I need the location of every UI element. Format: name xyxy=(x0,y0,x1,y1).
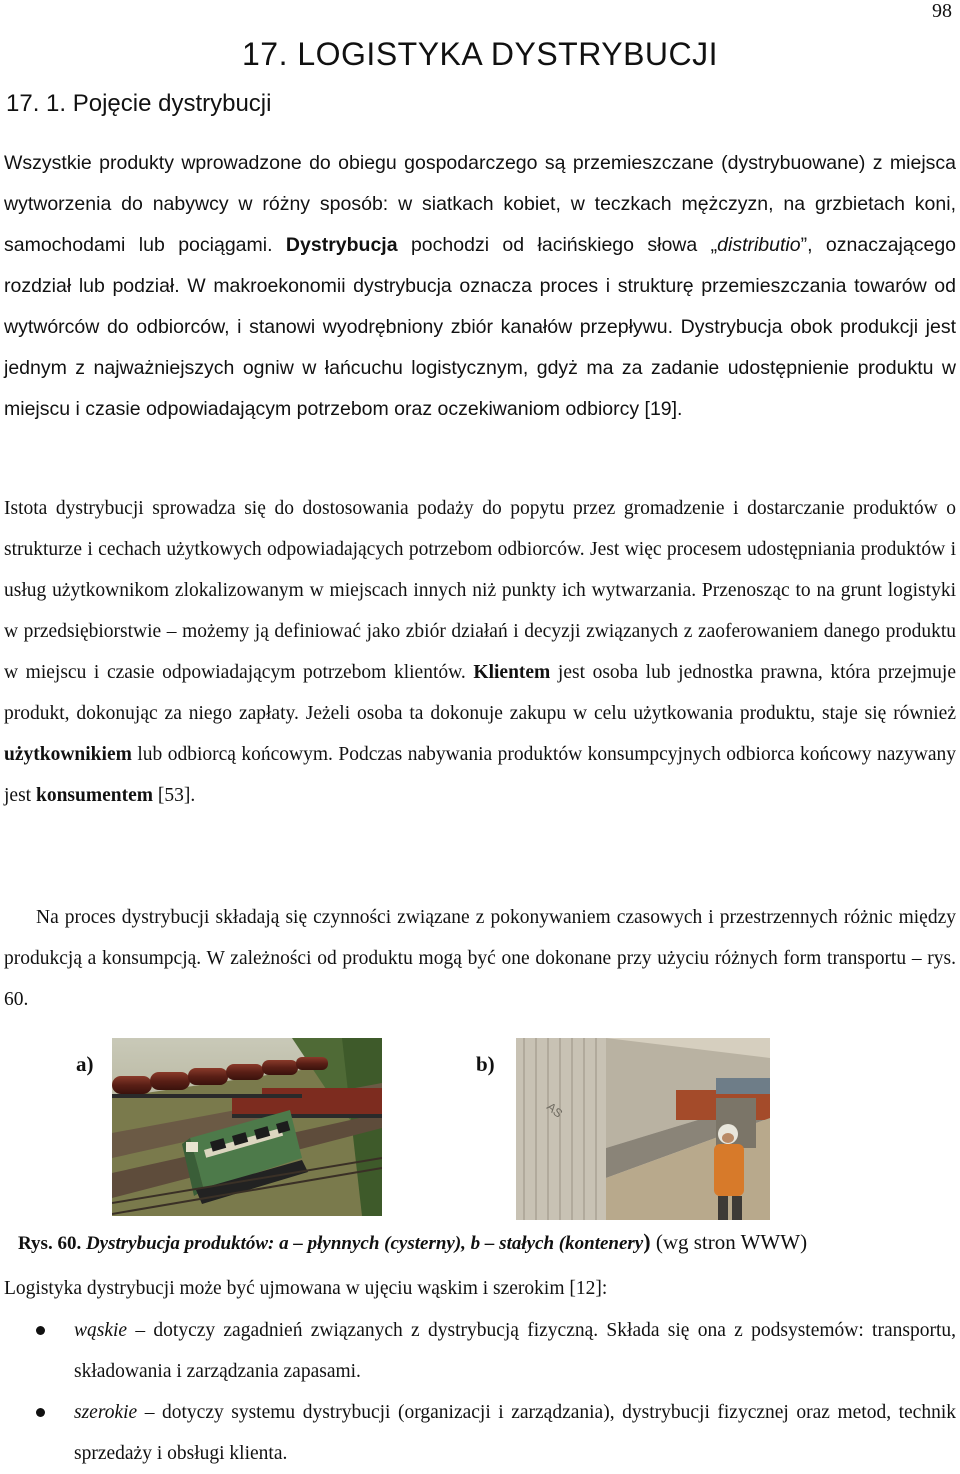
list-text: – dotyczy zagadnień związanych z dystrybucją fizyczną. Składa się ona z podsystemów: transportu, składowania i zarządzania zapasami. xyxy=(74,1320,956,1382)
containers-illustration xyxy=(516,1038,770,1220)
text: pochodzi od łacińskiego słowa „ xyxy=(397,234,718,256)
container-logo: AS xyxy=(544,1099,566,1121)
bold-term: użytkownikiem xyxy=(4,744,132,765)
list-term: wąskie xyxy=(74,1320,128,1341)
chapter-title: 17. LOGISTYKA DYSTRYBUCJI xyxy=(241,36,719,72)
tank-train-illustration xyxy=(112,1038,382,1216)
paragraph-essence xyxy=(4,488,956,816)
text: Istota dystrybucji sprowadza się do dostosowania podaży do popytu przez gromadzenie i dostarczanie produktów o strukturze i cechach użytkowych odpowiadających potrzebom odbiorców. Jest więc procesem udostępniania produktów i usług użytkownikom zlokalizowanym w miejscach innych niż punkty ich wytwarzania. Przenosząc to na grunt logistyki w przedsiębiorstwie – możemy ją definiować jako zbiór działań i decyzji związanych z zaoferowaniem danego produktu w miejscu i czasie odpowiadającym potrzebom klientów. xyxy=(4,498,956,683)
bold-term: Dystrybucja xyxy=(285,234,398,256)
photo-containers xyxy=(516,1038,770,1220)
figure-label-a: a) xyxy=(76,1052,94,1076)
text: jest osoba lub jednostka prawna, która przejmuje produkt, dokonując za niego zapłaty. Jeżeli osoba ta dokonuje zakupu w celu użytkowania produktu, staje się również xyxy=(4,662,956,724)
section-title: 17. 1. Pojęcie dystrybucji xyxy=(6,90,272,117)
list-term: szerokie xyxy=(74,1402,138,1423)
photo-tank-train xyxy=(112,1038,382,1216)
figure-caption xyxy=(18,1229,958,1255)
caption-italic: Dystrybucja produktów: a – płynnych (cysterny), b – stałych (kontenery xyxy=(85,1233,644,1254)
text: ”, oznaczającego rozdział lub podział. W makroekonomii dystrybucja oznacza proces i strukturę przemieszczania towarów od wytwórców do odbiorców, i stanowi wyodrębniony zbiór kanałów przepływu. Dystrybucja obok produkcji jest jednym z najważniejszych ogniw w łańcuchu logistycznym, gdyż ma za zadanie udostępnienie produktu w miejscu i czasie odpowiadającym potrzebom oraz oczekiwaniom odbiorcy [19]. xyxy=(4,234,957,420)
paragraph-intro xyxy=(4,143,956,430)
bullet-icon xyxy=(36,1408,45,1417)
bold-term: Klientem xyxy=(473,662,551,683)
paragraph-process: Na proces dystrybucji składają się czynności związane z pokonywaniem czasowych i przestrzennych różnic między produkcją a konsumpcją. W zależności od produktu mogą być one dokonane przy użyciu różnych form transportu – rys. 60. xyxy=(4,907,956,1010)
caption-source: (wg stron WWW) xyxy=(650,1230,808,1254)
text: [53]. xyxy=(152,785,196,806)
list-item xyxy=(0,1310,960,1392)
italic-term: distributio xyxy=(717,234,801,256)
scope-list xyxy=(0,1310,960,1474)
list-item xyxy=(0,1392,960,1474)
bullet-icon xyxy=(36,1326,45,1335)
page-number: 98 xyxy=(932,0,952,22)
caption-paren: ) xyxy=(643,1229,651,1254)
figure-label-b: b) xyxy=(476,1052,495,1076)
text: Wszystkie produkty wprowadzone do obiegu gospodarczego są przemieszczane (dystrybuowane) z miejsca wytworzenia do nabywcy w różny sposób: w siatkach kobiet, w teczkach mężczyzn, na grzbietach koni, samochodami lub pociągami. xyxy=(4,152,956,256)
text: lub odbiorcą końcowym. Podczas nabywania produktów konsumpcyjnych odbiorca końcowy nazywany jest xyxy=(4,744,956,806)
bold-term: konsumentem xyxy=(35,785,153,806)
list-text: – dotyczy systemu dystrybucji (organizacji i zarządzania), dystrybucji fizycznej oraz metod, technik sprzedaży i obsługi klienta. xyxy=(74,1402,956,1464)
paragraph-scope: Logistyka dystrybucji może być ujmowana w ujęciu wąskim i szerokim [12]: xyxy=(4,1278,608,1299)
caption-number: Rys. 60. xyxy=(18,1233,86,1254)
